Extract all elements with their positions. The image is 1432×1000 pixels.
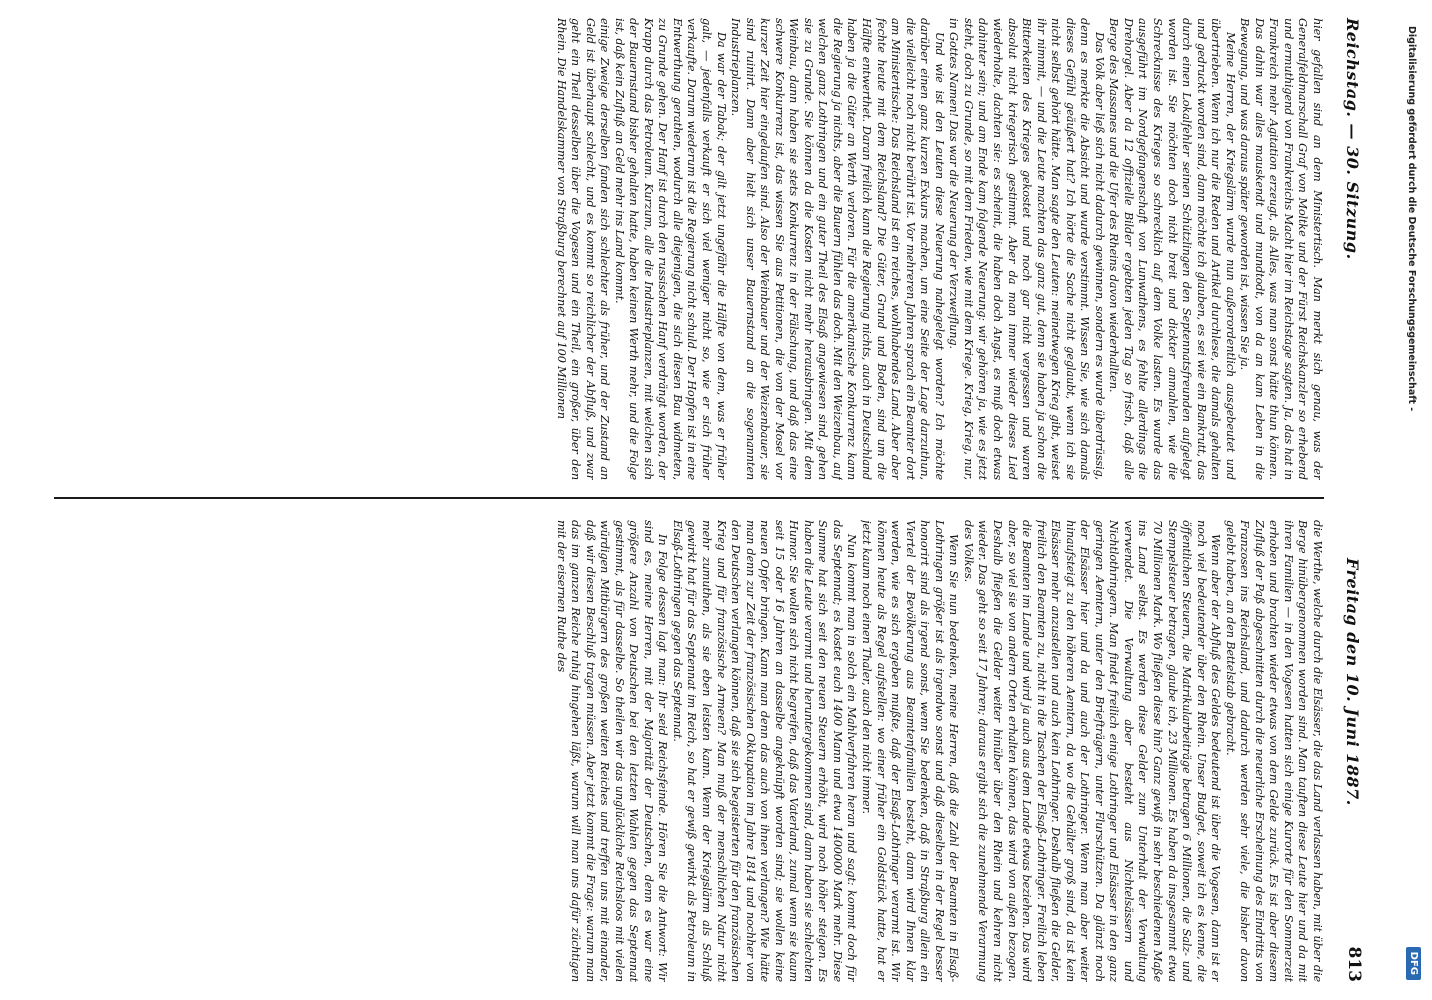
paragraph: Wenn aber der Abfluß des Geldes bedeutend ist über die Vogesen, dann ist er noch viel bedeutender über den Rhein. Unser Budget, soweit ich es kenne, die öffentlichen Steuern, die Matrikularbeiträge betragen 6 Millionen, die Salz- und Stempelsteuer betragen, glaube ich, 23 Millionen. Es haben da insgesammt etwa 70 Millionen Mark. Wo fließen diese hin? Ganz gewiß in sehr beschiedenen Maße ins Land selbst. Es werden diese Gelder zum Unterhalt der Verwaltung verwendet. Die Verwaltung aber besteht aus Nichtelsässern und Nichtlothringern. Man findet freilich einige Lothringer und Elsässer in den ganz geringen Aemtern, unter den Briefträgern, unter Flurschützen. Da glänzt noch der Elsässer hier und da und auch der Lothringer. Wenn man aber weiter hinaufsteigt zu den höheren Aemtern, da wo die Gehälter groß sind, da ist kein Elsässer mehr anzustellen und auch kein Lothringer. Deshalb fließen die Gelder, freilich den Beamten zu, nicht in die Taschen der Elsaß-Lothringer. Freilich leben die Beamten im Lande und wird ja auch aus dem Lande etwas beziehen. Das wird aber, so viel sie von andern Orten erhalten können, das wird von außen bezogen. Deshalb fließen die Gelder weiter hinüber über den Rhein und kehren nicht wieder. Das geht so seit 17 Jahren; daraus ergibt sich die zunehmende Verarmung des Volkes. bbox=[961, 520, 1223, 982]
left-text-column bbox=[49, 18, 1324, 480]
digitization-credit-strip bbox=[1395, 8, 1427, 992]
page-header bbox=[1338, 18, 1370, 982]
dfg-credit-text: Digitalisierung gefördert durch die Deutsche Forschungsgemeinschaft - bbox=[1406, 26, 1417, 412]
paragraph: die Werthe, welche durch die Elsässer, die das Land verlassen haben, mit über die Berge hinübergenommen worden sind. Man tauften diese Leute hier und da mit ihren Familien — in den Vogesen hatten sich einige Kurorte für den Sommerzeit erhoben und brachten wieder etwas von dem Gelde zurück. Es ist aber diesem Zufluß der Paß abgeschnitten durch die neuerliche Erscheinung des Eindritts von Franzosen ins Reichsland, und dadurch werden sehr viele, die bisher davon gelebt haben, an den Bettelstab gebracht. bbox=[1223, 520, 1324, 982]
paragraph: Wenn Sie nun bedenken, meine Herren, daß die Zahl der Beamten in Elsaß-Lothringen größer ist als irgendwo sonst und daß dieselben in der Regel besser honorirt sind als irgend sonst, wenn Sie bedenken, daß in Straßburg allein ein Viertel der Bevölkerung aus Beamtenfamilien besteht, dann wird Ihnen klar werden, wie es sich ergeben mußte, daß der Elsaß-Lothringer verarmt ist. Wir können heute als Regel aufstellen: wo einer früher ein Goldstück hatte, hat er jetzt kaum noch einen Thaler, auch den nicht immer. bbox=[860, 520, 961, 982]
paragraph: In Folge dessen lagt man: Ihr seid Reichsfeinde. Hören Sie die Antwort: Wir sind es, meine Herren, mit der Majorität der Deutschen, denn es war eine größere Anzahl von Deutschen bei den letzten Wahlen gegen das Septennat gestimmt, als für dasselbe. So theilen wir das unglückliche Reichsloos mit vielen würdigen Mitbürgern des großen weiten Reiches und treffen uns mit einander, daß wir diesen Beschluß tragen müssen. Aber jetzt kommt die Frage: warum man das im ganzen Reiche ruhig hingehen läßt, warum will man uns dafür züchtigen mit der eisernen Ruthe des bbox=[554, 520, 670, 982]
paragraph: einige Zweige derselben fanden sich schlechter als früher, und der Zustand an Geld ist überhaupt schlecht, und es kommt so reichlicher der Abfluß, und zwar geht ein Theil desselben über die Vogesen und ein Theil, ein großer, über den Rhein. Die Handelskammer von Straßburg berechnet auf 100 Millionen bbox=[554, 18, 612, 480]
paragraph: Meine Herren, der Kriegslärm wurde nun außerordentlich ausgebeutet und übertrieben. Wenn ich nur die Reden und Artikel durchlese, die damals gehalten und gedruckt worden sind, dann möchte ich glauben, es sei wie ein Bankrutt, das durch einen Lokalfehler seinen Schützlingen den Septennatsfreunden aufgelegt worden ist. Sie möchten doch nicht breit und dickter anmahlen, wie die Schrecknisse des Krieges so schrecklich auf dem Volke lasten. Es wurde das ausgeführt im Nordgefangenschaft von Lunwathens, es fehlte allerdings die Drehorgel. Aber da 12 offizielle Bilder ergebten jeden Tag so frisch, daß alle Berge des Massanes und die Ufer des Rheins davon wiederhallten. bbox=[1107, 18, 1237, 480]
paragraph: Das Volk aber ließ sich nicht dadurch gewinnen, sondern es wurde überdrüssig, denn es merkte die Absicht und wurde verstimmt. Wissen Sie, wie sich damals dieses Gefühl geäußert hat? Ich hörte die Sache nicht geglaubt, wenn ich sie nicht selbst gehört hätte. Man sagte den Leuten: meinetwegen Krieg gibt, weiset ihr nimmit, — und die Leute machten das ganz gut, denn sie haben ja schon die Bitterkeiten des Krieges gekostet und noch gar nicht vergessen und waren absolut nicht kriegerisch gestimmt. Aber da man immer wieder dieses Lied wiederholte, dachten sie: es scheint, die haben doch Angst, es muß doch etwas dahinter sein; und am Ende kam folgende Neuerung: wir gehören ja, wie es jetzt steht, doch zu Grunde, so mit dem Frieden, wie mit dem Kriege. Krieg, Krieg, nur, in Gottes Namen! Das war die Neuerung der Verzweiflung. bbox=[947, 18, 1106, 480]
paragraph: hier gefallen sind an dem Ministertisch. Man merkt sich genau, was der Generalfeldmarschall Graf von Moltke und der Fürst Reichskanzler so erhebend und ermuthigend von Frankreichs Macht hier im Reichstage sagten. Ja, das hat in Frankreich mehr Agitation erzeugt, als Alles, was man sonst hätte thun können. Das dahin war alles mauskendt und mundtodt, von da an kam Leben in die Bewegung, und was daraus später geworden ist, wissen Sie ja. bbox=[1238, 18, 1324, 480]
paragraph: Da war der Tabak; der gilt jetzt ungefähr die Hälfte von dem, was er früher galt, — jedenfalls verkauft er sich viel weniger nicht so, wie er sich früher verkaufte. Darum wiederum ist die Regierung nicht schuld. Der Hopfen ist in eine Entwerthung gerathen, wodurch alle diejenigen, die sich diesen Bau widmeten, zu Grunde gehen. Der Hanf ist durch den russischen Hanf verdrängt worden, der Krapp durch das Petroleum. Kurzum, alle die Industrieplanzen, mit welchen sich der Bauernstand bisher gehalten hatte, haben keinen Werth mehr, und die Folge ist, daß kein Zufluß an Geld mehr ins Land kommt. bbox=[612, 18, 728, 480]
session-date: Freitag den 10. Juni 1887. bbox=[1343, 558, 1362, 806]
session-title: Reichstag. — 30. Sitzung. bbox=[1343, 18, 1362, 260]
right-text-column bbox=[49, 520, 1324, 982]
paragraph: Und wie ist den Leuten diese Neuerung nahegelegt worden? Ich möchte darüber einen ganz kurzen Exkurs machen, um eine Seite der Lage darzuthun, die vielleicht noch nicht berührt ist. Vor mehreren Jahren sprach ein Beamter dort am Ministertische: Das Reichsland ist ein reiches, wohlhabendes Land. Aber aber fechte heute mit dem Reichsland? Die Güter, Grund und Boden, sind um die Hälfte entwerthet. Daran freilich kann die Regierung nichts, auch in Deutschland haben ja die Güter an Werth verloren. Für die amerikanische Konkurrenz kann die Regierung ja nichts, aber die Bauern fühlen das doch. Mit den Weizenbau, auf welchen ganz Lothringen und ein guter Theil des Elsaß angewiesen sind, gehen sie zu Grunde. Sie können da die Kosten nicht mehr herausbringen. Mit dem Weinbau, dann haben sie stets Konkurrenz in der Fälschung, und daß das eine schwere Konkurrenz ist, das wissen Sie aus Petitionen, die von der Mosel vor kurzer Zeit hier eingelaufen sind. Also der Weinbauer und der Weizenbauer, sie sind ruinirt. Dann aber hielt sich unser Bauernstand an die sogenannten Industrieplanzen. bbox=[729, 18, 946, 480]
column-divider bbox=[54, 497, 1324, 499]
dfg-logo-badge: DFG bbox=[1406, 947, 1421, 980]
page-number: 813 bbox=[1344, 946, 1364, 982]
paragraph: Nun kommt man in solch ein Mahlverfahren heran und sagt: kommt doch für das Septennat; es kostet euch 1400 Mann und etwa 1400000 Mark mehr. Diese Summe hat sich seit den neuen Steuern erhöht, wird noch höher steigen. Es haben die Leute verarmt und heruntergekommen sind, dann haben sie schlechten Humor. Sie wollen sich nicht begreifen, daß das Vaterland, zumal wenn sie kaum seit 15 oder 16 Jahren an dasselbe angeknüpft worden sind; sie wollen keine neuen Opfer bringen. Kann man denn das auch von ihnen verlangen? Wie hätte man denn zur Zeit der französischen Okkupation im Jahre 1814 und nochher von den Deutschen verlangen können, daß sie sich begeisterten für den französischen Krieg und für französische Armeen? Man muß der menschlichen Natur nicht mehr zumuthen, als sie eben leisten kann. Wenn der Kriegslärm als Schluß gewirkt hat für das Septennat im Reich, so hat er gewiß gewirkt als Petroleum in Elsaß-Lothringen gegen das Septennat. bbox=[670, 520, 859, 982]
